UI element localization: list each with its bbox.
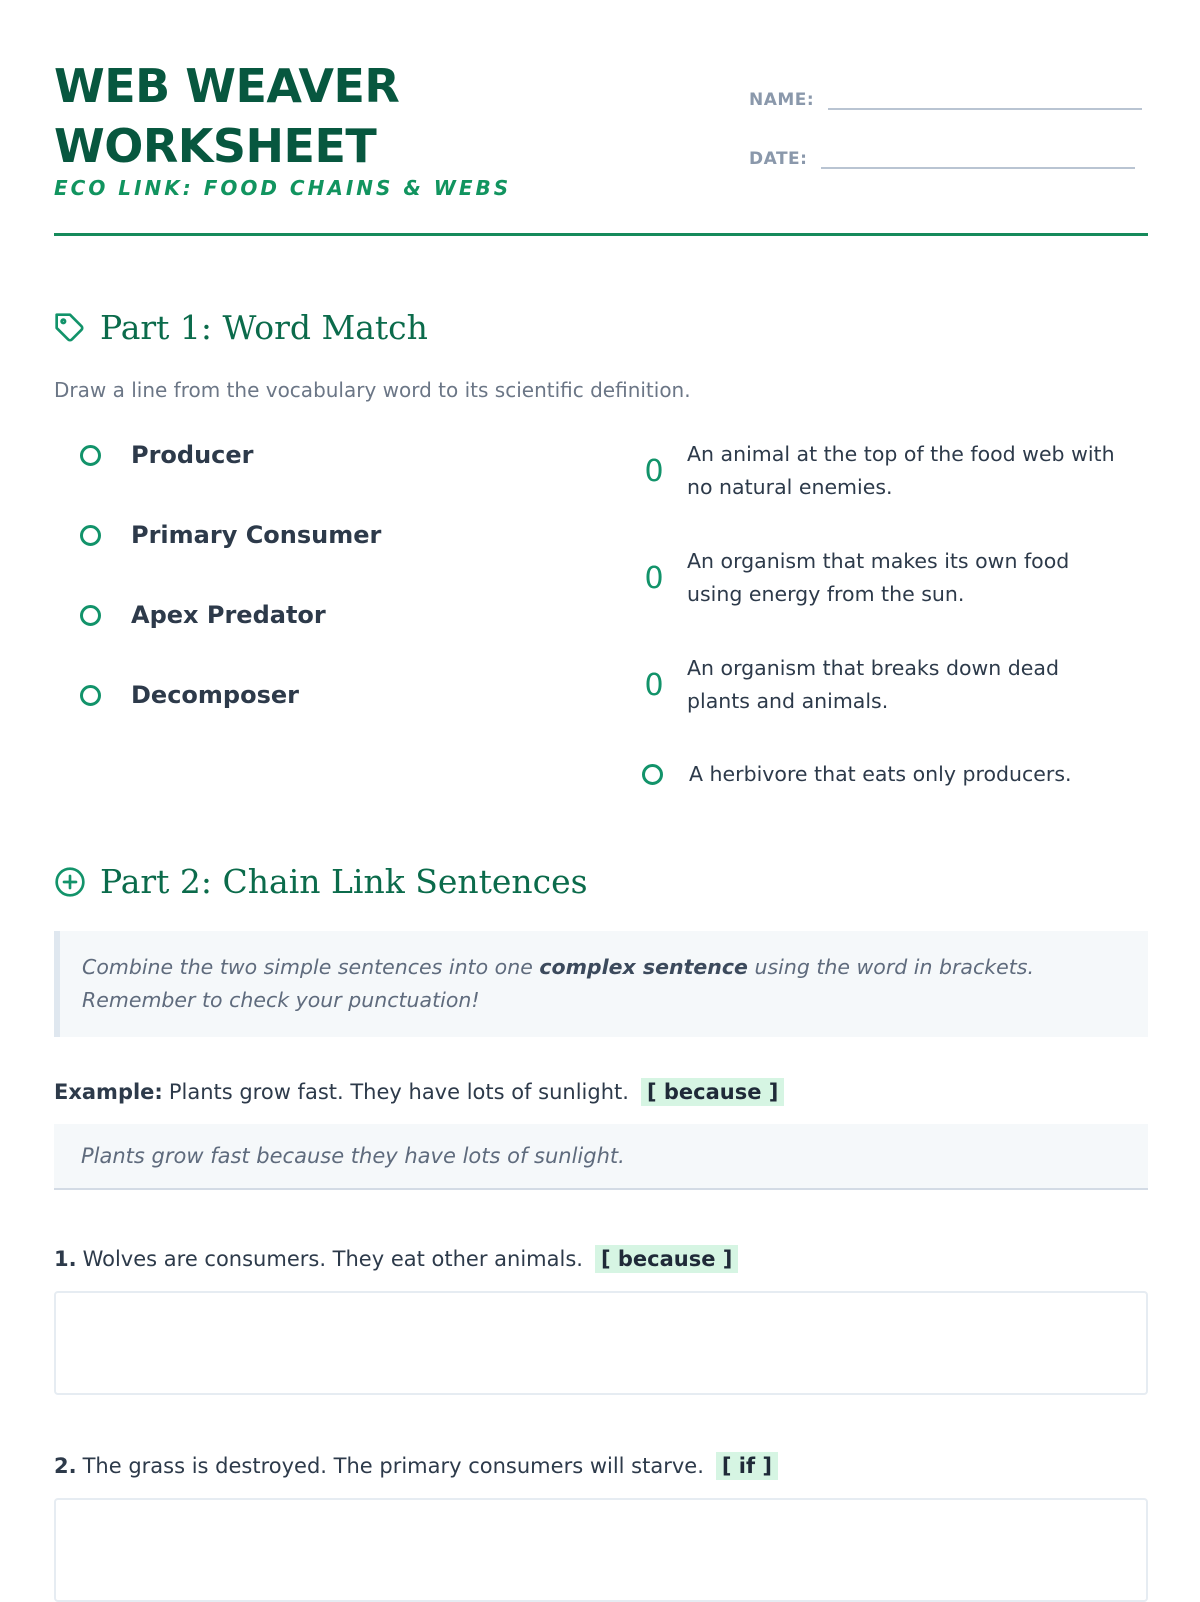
- example-label: Example:: [54, 1080, 163, 1104]
- answer-box[interactable]: [54, 1291, 1148, 1395]
- match-definition[interactable]: [639, 652, 1117, 718]
- definition-text: An organism that breaks down dead plants and animals.: [687, 656, 1059, 713]
- title-line-1: WEB WEAVER: [54, 59, 400, 113]
- match-dot[interactable]: [80, 525, 101, 546]
- worksheet-page: [54, 0, 1148, 1600]
- part1-instructions: Draw a line from the vocabulary word to its scientific definition.: [54, 378, 691, 402]
- name-input-line[interactable]: [828, 86, 1142, 110]
- match-definition[interactable]: [639, 438, 1117, 504]
- definition-marker[interactable]: 0: [644, 667, 664, 703]
- question-number: 1.: [54, 1247, 77, 1271]
- example-answer-text: Plants grow fast because they have lots of sunlight.: [81, 1144, 625, 1168]
- conjunction-tag: [ because ]: [595, 1245, 738, 1273]
- definition-text: A herbivore that eats only producers.: [689, 762, 1072, 786]
- date-label: DATE:: [749, 149, 808, 169]
- match-word[interactable]: [80, 441, 254, 469]
- worksheet-subtitle: ECO LINK: FOOD CHAINS & WEBS: [54, 176, 512, 200]
- match-word[interactable]: [80, 521, 381, 549]
- definition-text: An organism that makes its own food using energy from the sun.: [687, 549, 1070, 606]
- part2-heading: [54, 862, 588, 901]
- definition-marker[interactable]: 0: [644, 560, 664, 596]
- question-text: The grass is destroyed. The primary consumers will starve.: [82, 1454, 704, 1478]
- header-divider: [54, 233, 1148, 236]
- part1-title: Part 1: Word Match: [100, 308, 428, 347]
- question-prompt: [54, 1245, 738, 1273]
- match-dot[interactable]: [80, 685, 101, 706]
- word-label: Producer: [131, 441, 254, 469]
- word-label: Decomposer: [131, 681, 299, 709]
- match-dot[interactable]: [642, 764, 663, 785]
- example-prompt: [54, 1078, 784, 1106]
- title-line-2: WORKSHEET: [54, 119, 377, 173]
- part1-heading: [54, 308, 428, 347]
- instructions-emphasis: complex sentence: [539, 955, 748, 979]
- name-field[interactable]: [749, 86, 1142, 110]
- answer-box[interactable]: [54, 1498, 1148, 1602]
- question-prompt: [54, 1452, 778, 1480]
- match-dot[interactable]: [80, 445, 101, 466]
- match-word[interactable]: [80, 681, 299, 709]
- word-label: Primary Consumer: [131, 521, 382, 549]
- match-definition[interactable]: [642, 758, 1129, 791]
- part2-instructions: [54, 931, 1148, 1037]
- conjunction-tag: [ if ]: [716, 1452, 778, 1480]
- plus-circle-icon: [54, 866, 86, 898]
- part2-title: Part 2: Chain Link Sentences: [100, 862, 588, 901]
- name-label: NAME:: [749, 90, 815, 110]
- definition-marker[interactable]: 0: [644, 453, 664, 489]
- match-dot[interactable]: [80, 605, 101, 626]
- example-answer: [54, 1124, 1148, 1190]
- match-word[interactable]: [80, 601, 326, 629]
- example-text: Plants grow fast. They have lots of sunlight.: [168, 1080, 629, 1104]
- instructions-line-1: Combine the two simple sentences into one complex sentence using the word in brackets.: [82, 955, 1034, 979]
- conjunction-tag: [ because ]: [641, 1078, 784, 1106]
- date-field[interactable]: [749, 145, 1135, 169]
- word-label: Apex Predator: [131, 601, 326, 629]
- worksheet-title: [54, 56, 399, 176]
- instructions-line-2: Remember to check your punctuation!: [82, 988, 480, 1012]
- question-number: 2.: [54, 1454, 77, 1478]
- date-input-line[interactable]: [821, 145, 1135, 169]
- question-text: Wolves are consumers. They eat other animals.: [82, 1247, 583, 1271]
- tag-icon: [54, 312, 86, 344]
- definition-text: An animal at the top of the food web with no natural enemies.: [687, 442, 1115, 499]
- match-definition[interactable]: [639, 545, 1117, 611]
